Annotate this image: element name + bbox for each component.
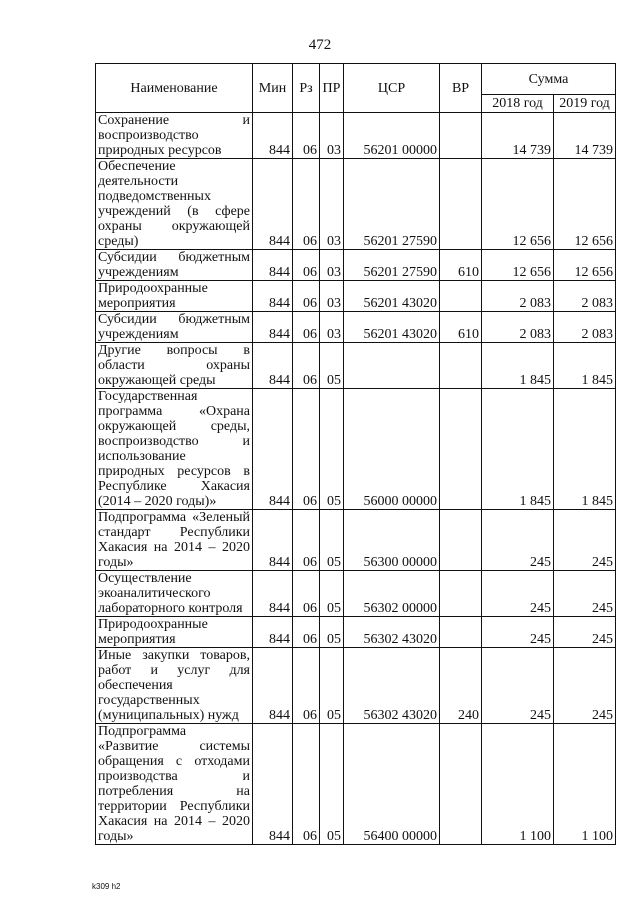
row-vr xyxy=(440,571,482,617)
row-name: Природоохранные мероприятия xyxy=(96,617,253,648)
table-row xyxy=(96,724,616,845)
row-min: 844 xyxy=(253,343,293,389)
table-row xyxy=(96,571,616,617)
header-pr: ПР xyxy=(320,64,344,113)
row-name: Подпрограмма «Зеленый стандарт Республики Хакасия на 2014 – 2020 годы» xyxy=(96,510,253,571)
row-csr: 56201 27590 xyxy=(344,250,440,281)
row-rz: 06 xyxy=(293,617,320,648)
row-rz: 06 xyxy=(293,343,320,389)
table-row xyxy=(96,389,616,510)
row-sum-2019: 245 xyxy=(554,571,616,617)
footer-code: k309 h2 xyxy=(92,882,121,891)
row-sum-2018: 12 656 xyxy=(482,250,554,281)
row-name: Государственная программа «Охрана окружающей среды, воспроизводство и использование природных ресурсов в Республике Хакасия (2014 – 2020 годы)» xyxy=(96,389,253,510)
row-sum-2018: 245 xyxy=(482,571,554,617)
row-rz: 06 xyxy=(293,250,320,281)
row-vr xyxy=(440,510,482,571)
table-row xyxy=(96,281,616,312)
row-pr: 03 xyxy=(320,312,344,343)
row-name: Субсидии бюджетным учреждениям xyxy=(96,250,253,281)
row-pr: 03 xyxy=(320,113,344,159)
row-name: Субсидии бюджетным учреждениям xyxy=(96,312,253,343)
row-name: Осуществление экоаналитического лабораторного контроля xyxy=(96,571,253,617)
row-sum-2019: 2 083 xyxy=(554,281,616,312)
row-name: Подпрограмма «Развитие системы обращения с отходами производства и потребления на территории Республики Хакасия на 2014 – 2020 годы» xyxy=(96,724,253,845)
row-rz: 06 xyxy=(293,571,320,617)
row-min: 844 xyxy=(253,312,293,343)
table-row xyxy=(96,343,616,389)
row-sum-2018: 245 xyxy=(482,510,554,571)
header-csr: ЦСР xyxy=(344,64,440,113)
row-csr: 56302 43020 xyxy=(344,617,440,648)
row-pr: 05 xyxy=(320,343,344,389)
row-sum-2018: 245 xyxy=(482,648,554,724)
row-vr xyxy=(440,724,482,845)
row-pr: 03 xyxy=(320,250,344,281)
row-sum-2018: 1 100 xyxy=(482,724,554,845)
header-name: Наименование xyxy=(96,64,253,113)
table-row xyxy=(96,113,616,159)
row-sum-2019: 2 083 xyxy=(554,312,616,343)
row-sum-2019: 245 xyxy=(554,617,616,648)
row-sum-2018: 12 656 xyxy=(482,159,554,250)
row-rz: 06 xyxy=(293,648,320,724)
row-sum-2018: 1 845 xyxy=(482,389,554,510)
row-vr xyxy=(440,389,482,510)
row-pr: 05 xyxy=(320,389,344,510)
row-min: 844 xyxy=(253,250,293,281)
row-pr: 05 xyxy=(320,617,344,648)
row-rz: 06 xyxy=(293,724,320,845)
table-row xyxy=(96,617,616,648)
row-vr xyxy=(440,159,482,250)
row-sum-2018: 2 083 xyxy=(482,281,554,312)
row-rz: 06 xyxy=(293,312,320,343)
row-min: 844 xyxy=(253,724,293,845)
table-row xyxy=(96,250,616,281)
row-pr: 05 xyxy=(320,510,344,571)
row-rz: 06 xyxy=(293,113,320,159)
row-name: Обеспечение деятельности подведомственных учреждений (в сфере охраны окружающей среды) xyxy=(96,159,253,250)
table-body xyxy=(96,113,616,845)
row-sum-2019: 1 845 xyxy=(554,389,616,510)
row-min: 844 xyxy=(253,648,293,724)
row-vr: 610 xyxy=(440,250,482,281)
row-sum-2018: 14 739 xyxy=(482,113,554,159)
table-row xyxy=(96,510,616,571)
row-sum-2019: 245 xyxy=(554,510,616,571)
row-rz: 06 xyxy=(293,159,320,250)
row-pr: 05 xyxy=(320,648,344,724)
row-vr xyxy=(440,617,482,648)
row-name: Другие вопросы в области охраны окружающей среды xyxy=(96,343,253,389)
row-min: 844 xyxy=(253,389,293,510)
row-csr: 56201 00000 xyxy=(344,113,440,159)
row-sum-2018: 245 xyxy=(482,617,554,648)
row-vr xyxy=(440,113,482,159)
row-vr: 610 xyxy=(440,312,482,343)
row-name: Иные закупки товаров, работ и услуг для обеспечения государственных (муниципальных) нужд xyxy=(96,648,253,724)
row-sum-2019: 245 xyxy=(554,648,616,724)
row-vr xyxy=(440,281,482,312)
row-sum-2019: 1 100 xyxy=(554,724,616,845)
row-csr: 56000 00000 xyxy=(344,389,440,510)
row-min: 844 xyxy=(253,617,293,648)
table-row xyxy=(96,159,616,250)
header-vr: ВР xyxy=(440,64,482,113)
row-pr: 05 xyxy=(320,571,344,617)
row-min: 844 xyxy=(253,113,293,159)
row-sum-2018: 2 083 xyxy=(482,312,554,343)
table-row xyxy=(96,648,616,724)
row-csr: 56201 43020 xyxy=(344,281,440,312)
header-year-2018: 2018 год xyxy=(482,95,554,113)
row-sum-2019: 1 845 xyxy=(554,343,616,389)
row-vr: 240 xyxy=(440,648,482,724)
page-number: 472 xyxy=(308,37,332,53)
row-csr: 56201 43020 xyxy=(344,312,440,343)
row-csr: 56302 43020 xyxy=(344,648,440,724)
row-sum-2018: 1 845 xyxy=(482,343,554,389)
row-pr: 03 xyxy=(320,159,344,250)
row-name: Сохранение и воспроизводство природных ресурсов xyxy=(96,113,253,159)
budget-table xyxy=(95,63,616,845)
row-pr: 03 xyxy=(320,281,344,312)
row-min: 844 xyxy=(253,571,293,617)
row-rz: 06 xyxy=(293,389,320,510)
row-sum-2019: 14 739 xyxy=(554,113,616,159)
row-csr xyxy=(344,343,440,389)
row-name: Природоохранные мероприятия xyxy=(96,281,253,312)
header-min: Мин xyxy=(253,64,293,113)
table-row xyxy=(96,312,616,343)
row-min: 844 xyxy=(253,510,293,571)
row-csr: 56201 27590 xyxy=(344,159,440,250)
header-year-2019: 2019 год xyxy=(554,95,616,113)
row-vr xyxy=(440,343,482,389)
row-rz: 06 xyxy=(293,510,320,571)
table-header xyxy=(96,64,616,113)
row-pr: 05 xyxy=(320,724,344,845)
row-csr: 56300 00000 xyxy=(344,510,440,571)
row-min: 844 xyxy=(253,281,293,312)
header-rz: Рз xyxy=(293,64,320,113)
row-min: 844 xyxy=(253,159,293,250)
row-sum-2019: 12 656 xyxy=(554,159,616,250)
row-csr: 56400 00000 xyxy=(344,724,440,845)
row-rz: 06 xyxy=(293,281,320,312)
row-sum-2019: 12 656 xyxy=(554,250,616,281)
header-sum: Сумма xyxy=(482,64,616,95)
row-csr: 56302 00000 xyxy=(344,571,440,617)
